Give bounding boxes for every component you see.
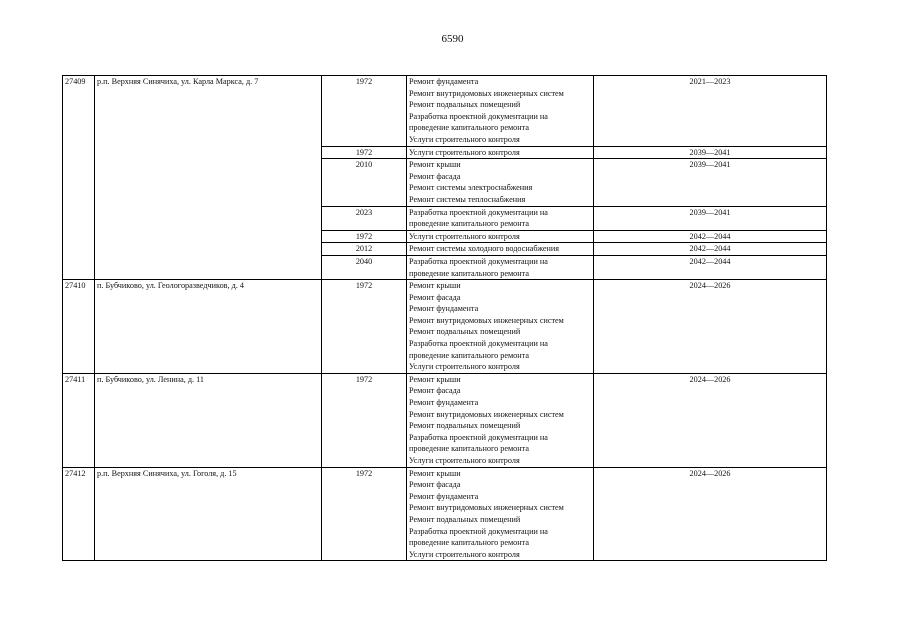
address-cell: р.п. Верхняя Синячиха, ул. Карла Маркса, д. 7 xyxy=(95,76,322,280)
work-item: проведение капитального ремонта xyxy=(409,268,529,278)
work-item: Ремонт фасада xyxy=(409,386,461,396)
entry-number-cell: 27409 xyxy=(63,76,95,280)
works-cell xyxy=(407,76,594,147)
work-item: Разработка проектной документации на xyxy=(409,339,548,349)
table-row xyxy=(63,467,827,561)
work-item: Ремонт подвальных помещений xyxy=(409,514,521,524)
period-cell: 2039—2041 xyxy=(594,146,827,159)
table-row xyxy=(63,280,827,374)
work-item: Ремонт внутридомовых инженерных систем xyxy=(409,503,564,513)
work-item: Ремонт фундамента xyxy=(409,77,479,86)
period-cell: 2021—2023 xyxy=(594,76,827,147)
work-item: Услуги строительного контроля xyxy=(409,362,520,372)
table-row xyxy=(63,373,827,467)
works-cell xyxy=(407,243,594,256)
year-cell: 2010 xyxy=(322,159,407,206)
work-item: Ремонт внутридомовых инженерных систем xyxy=(409,88,564,98)
year-cell: 2040 xyxy=(322,255,407,279)
year-cell: 1972 xyxy=(322,373,407,467)
work-item: Ремонт крыши xyxy=(409,468,461,478)
address-cell: р.п. Верхняя Синячиха, ул. Гоголя, д. 15 xyxy=(95,467,322,561)
period-cell: 2042—2044 xyxy=(594,243,827,256)
year-cell: 1972 xyxy=(322,76,407,147)
year-cell: 1972 xyxy=(322,467,407,561)
work-item: Ремонт фундамента xyxy=(409,491,479,501)
period-cell: 2024—2026 xyxy=(594,280,827,374)
work-item: Ремонт фундамента xyxy=(409,304,479,314)
page-number: 6590 xyxy=(441,33,464,45)
year-cell: 1972 xyxy=(322,146,407,159)
works-cell xyxy=(407,230,594,243)
entry-number-cell: 27410 xyxy=(63,280,95,374)
work-item: Ремонт внутридомовых инженерных систем xyxy=(409,315,564,325)
period-cell: 2024—2026 xyxy=(594,373,827,467)
table-row xyxy=(63,76,827,147)
work-item: Ремонт системы холодного водоснабжения xyxy=(409,244,560,254)
work-item: Услуги строительного контроля xyxy=(409,147,520,157)
work-item: Ремонт системы электроснабжения xyxy=(409,183,533,193)
works-cell xyxy=(407,467,594,561)
work-item: Ремонт подвальных помещений xyxy=(409,327,521,337)
work-item: проведение капитального ремонта xyxy=(409,123,529,133)
work-item: Ремонт фасада xyxy=(409,292,461,302)
works-cell xyxy=(407,206,594,230)
period-cell: 2042—2044 xyxy=(594,255,827,279)
work-item: Услуги строительного контроля xyxy=(409,549,520,559)
work-item: проведение капитального ремонта xyxy=(409,444,529,454)
work-item: проведение капитального ремонта xyxy=(409,219,529,229)
works-cell xyxy=(407,159,594,206)
capital-repair-table xyxy=(62,75,827,561)
period-cell: 2042—2044 xyxy=(594,230,827,243)
entry-number-cell: 27411 xyxy=(63,373,95,467)
work-item: Ремонт подвальных помещений xyxy=(409,421,521,431)
work-item: Разработка проектной документации на xyxy=(409,111,548,121)
work-item: Ремонт фасада xyxy=(409,480,461,490)
work-item: Услуги строительного контроля xyxy=(409,134,520,144)
work-item: Услуги строительного контроля xyxy=(409,231,520,241)
work-item: Разработка проектной документации на xyxy=(409,256,548,266)
work-item: Разработка проектной документации на xyxy=(409,432,548,442)
works-cell xyxy=(407,255,594,279)
work-item: Ремонт фундамента xyxy=(409,398,479,408)
year-cell: 2023 xyxy=(322,206,407,230)
work-item: Ремонт фасада xyxy=(409,171,461,181)
work-item: Ремонт внутридомовых инженерных систем xyxy=(409,409,564,419)
work-item: Ремонт системы теплоснабжения xyxy=(409,194,526,204)
work-item: проведение капитального ремонта xyxy=(409,350,529,360)
work-item: Разработка проектной документации на xyxy=(409,207,548,217)
work-item: проведение капитального ремонта xyxy=(409,538,529,548)
works-cell xyxy=(407,146,594,159)
entry-number-cell: 27412 xyxy=(63,467,95,561)
period-cell: 2039—2041 xyxy=(594,206,827,230)
works-cell xyxy=(407,373,594,467)
work-item: Ремонт крыши xyxy=(409,281,461,291)
year-cell: 2012 xyxy=(322,243,407,256)
year-cell: 1972 xyxy=(322,230,407,243)
address-cell: п. Бубчиково, ул. Геологоразведчиков, д. 4 xyxy=(95,280,322,374)
address-cell: п. Бубчиково, ул. Ленина, д. 11 xyxy=(95,373,322,467)
year-cell: 1972 xyxy=(322,280,407,374)
works-cell xyxy=(407,280,594,374)
work-item: Ремонт крыши xyxy=(409,160,461,170)
work-item: Услуги строительного контроля xyxy=(409,456,520,465)
work-item: Ремонт подвальных помещений xyxy=(409,100,521,110)
work-item: Ремонт крыши xyxy=(409,374,461,384)
period-cell: 2039—2041 xyxy=(594,159,827,206)
work-item: Разработка проектной документации на xyxy=(409,526,548,536)
period-cell: 2024—2026 xyxy=(594,467,827,561)
